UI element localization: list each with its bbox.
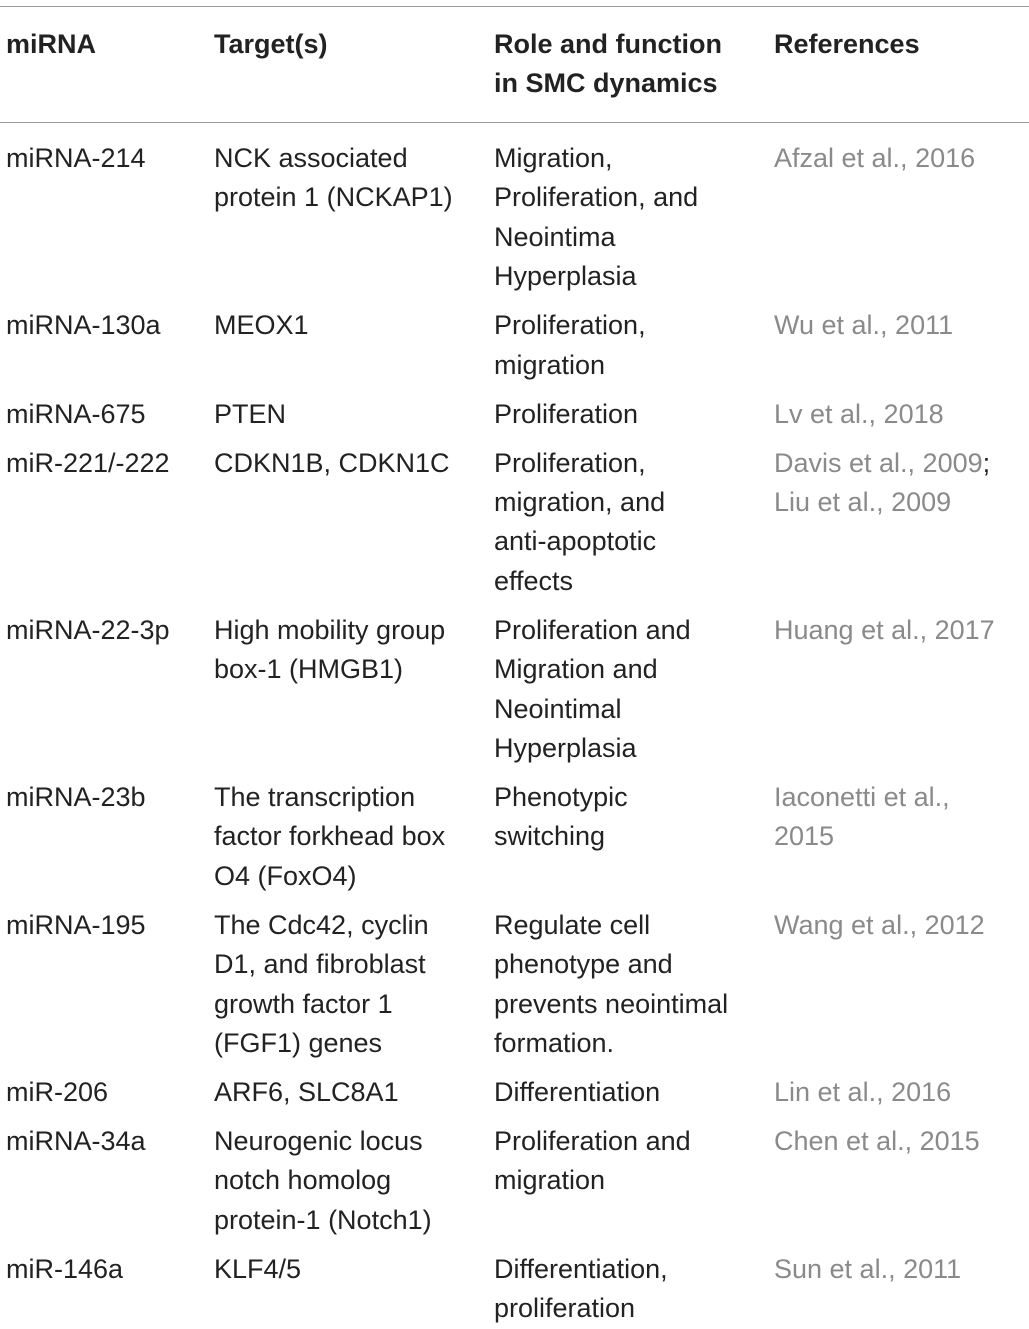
cell-role-line: migration xyxy=(494,1165,606,1196)
cell-mirna: miRNA-34a xyxy=(6,1126,146,1156)
cell-reference[interactable]: Iaconetti et al., xyxy=(774,782,950,812)
cell-mirna: miRNA-22-3p xyxy=(6,614,170,645)
header-role-line-2: in SMC dynamics xyxy=(494,68,718,99)
cell-role-line: migration, and xyxy=(494,487,666,517)
cell-target-line: O4 (FoxO4) xyxy=(214,860,357,891)
cell-role-line: anti-apoptotic xyxy=(494,526,657,557)
cell-target-line: KLF4/5 xyxy=(214,1253,302,1284)
cell-role-line: Hyperplasia xyxy=(494,733,637,763)
cell-target-line: High mobility group xyxy=(214,614,446,645)
cell-role-line: phenotype and xyxy=(494,949,673,980)
reference-separator: ; xyxy=(982,447,991,478)
cell-role-line: Differentiation xyxy=(494,1077,661,1107)
cell-mirna: miRNA-675 xyxy=(6,398,146,429)
cell-role-line: Regulate cell xyxy=(494,909,651,940)
cell-role-line: Proliferation, xyxy=(494,310,646,341)
cell-role-line: formation. xyxy=(494,1028,615,1058)
cell-reference[interactable]: Sun et al., 2011 xyxy=(774,1253,962,1284)
cell-role-line: migration xyxy=(494,349,606,380)
cell-mirna: miR-221/-222 xyxy=(6,447,170,478)
table-top-rule xyxy=(0,6,1029,7)
cell-role-line: effects xyxy=(494,565,574,596)
cell-target-line: growth factor 1 xyxy=(214,988,393,1019)
cell-reference[interactable]: Chen et al., 2015 xyxy=(774,1126,980,1156)
cell-reference[interactable]: Lv et al., 2018 xyxy=(774,398,944,429)
cell-role-line: Migration and xyxy=(494,654,658,685)
cell-reference[interactable]: Liu et al., 2009 xyxy=(774,487,952,517)
cell-mirna: miR-206 xyxy=(6,1077,109,1107)
cell-target-line: (FGF1) genes xyxy=(214,1028,383,1058)
cell-target-line: CDKN1B, CDKN1C xyxy=(214,447,450,478)
cell-role-line: Proliferation and xyxy=(494,1126,691,1156)
table-header-rule xyxy=(0,122,1029,123)
cell-mirna: miRNA-130a xyxy=(6,310,161,341)
cell-target-line: NCK associated xyxy=(214,143,408,173)
cell-mirna: miRNA-214 xyxy=(6,143,146,173)
cell-reference[interactable]: Wu et al., 2011 xyxy=(774,310,954,341)
cell-target-line: factor forkhead box xyxy=(214,821,446,852)
cell-target-line: The transcription xyxy=(214,782,416,812)
cell-role-line: Proliferation, xyxy=(494,447,646,478)
cell-target-line: notch homolog xyxy=(214,1165,392,1196)
cell-target-line: MEOX1 xyxy=(214,310,309,341)
cell-role-line: Neointimal xyxy=(494,693,622,724)
cell-role-line: Differentiation, xyxy=(494,1253,668,1284)
cell-target-line: protein-1 (Notch1) xyxy=(214,1204,432,1235)
cell-role-line: Proliferation xyxy=(494,398,639,429)
cell-reference[interactable]: Huang et al., 2017 xyxy=(774,614,995,645)
cell-role-line: proliferation xyxy=(494,1293,636,1324)
cell-target-line: Neurogenic locus xyxy=(214,1126,423,1156)
cell-role-line: switching xyxy=(494,821,606,852)
cell-role-line: Proliferation, and xyxy=(494,182,699,213)
cell-role-line: Proliferation and xyxy=(494,614,691,645)
header-role-line-1: Role and function xyxy=(494,29,722,59)
cell-target-line: PTEN xyxy=(214,398,287,429)
cell-role-line: prevents neointimal xyxy=(494,988,729,1019)
header-targets: Target(s) xyxy=(214,29,328,59)
cell-reference[interactable]: Afzal et al., 2016 xyxy=(774,143,976,173)
cell-target-line: protein 1 (NCKAP1) xyxy=(214,182,453,213)
header-mirna: miRNA xyxy=(6,29,97,59)
cell-mirna: miR-146a xyxy=(6,1253,124,1284)
cell-target-line: ARF6, SLC8A1 xyxy=(214,1077,399,1107)
cell-role-line: Hyperplasia xyxy=(494,261,637,292)
cell-mirna: miRNA-195 xyxy=(6,909,146,940)
cell-mirna: miRNA-23b xyxy=(6,782,146,812)
header-references: References xyxy=(774,29,920,59)
cell-role-line: Migration, xyxy=(494,143,613,173)
cell-target-line: box-1 (HMGB1) xyxy=(214,654,404,685)
cell-role-line: Neointima xyxy=(494,221,616,252)
cell-reference[interactable]: 2015 xyxy=(774,821,835,852)
cell-role-line: Phenotypic xyxy=(494,782,628,812)
cell-reference[interactable]: Wang et al., 2012 xyxy=(774,909,985,940)
cell-reference[interactable]: Lin et al., 2016 xyxy=(774,1077,952,1107)
cell-reference[interactable]: Davis et al., 2009; xyxy=(774,447,991,478)
cell-target-line: D1, and fibroblast xyxy=(214,949,426,980)
cell-target-line: The Cdc42, cyclin xyxy=(214,909,429,940)
